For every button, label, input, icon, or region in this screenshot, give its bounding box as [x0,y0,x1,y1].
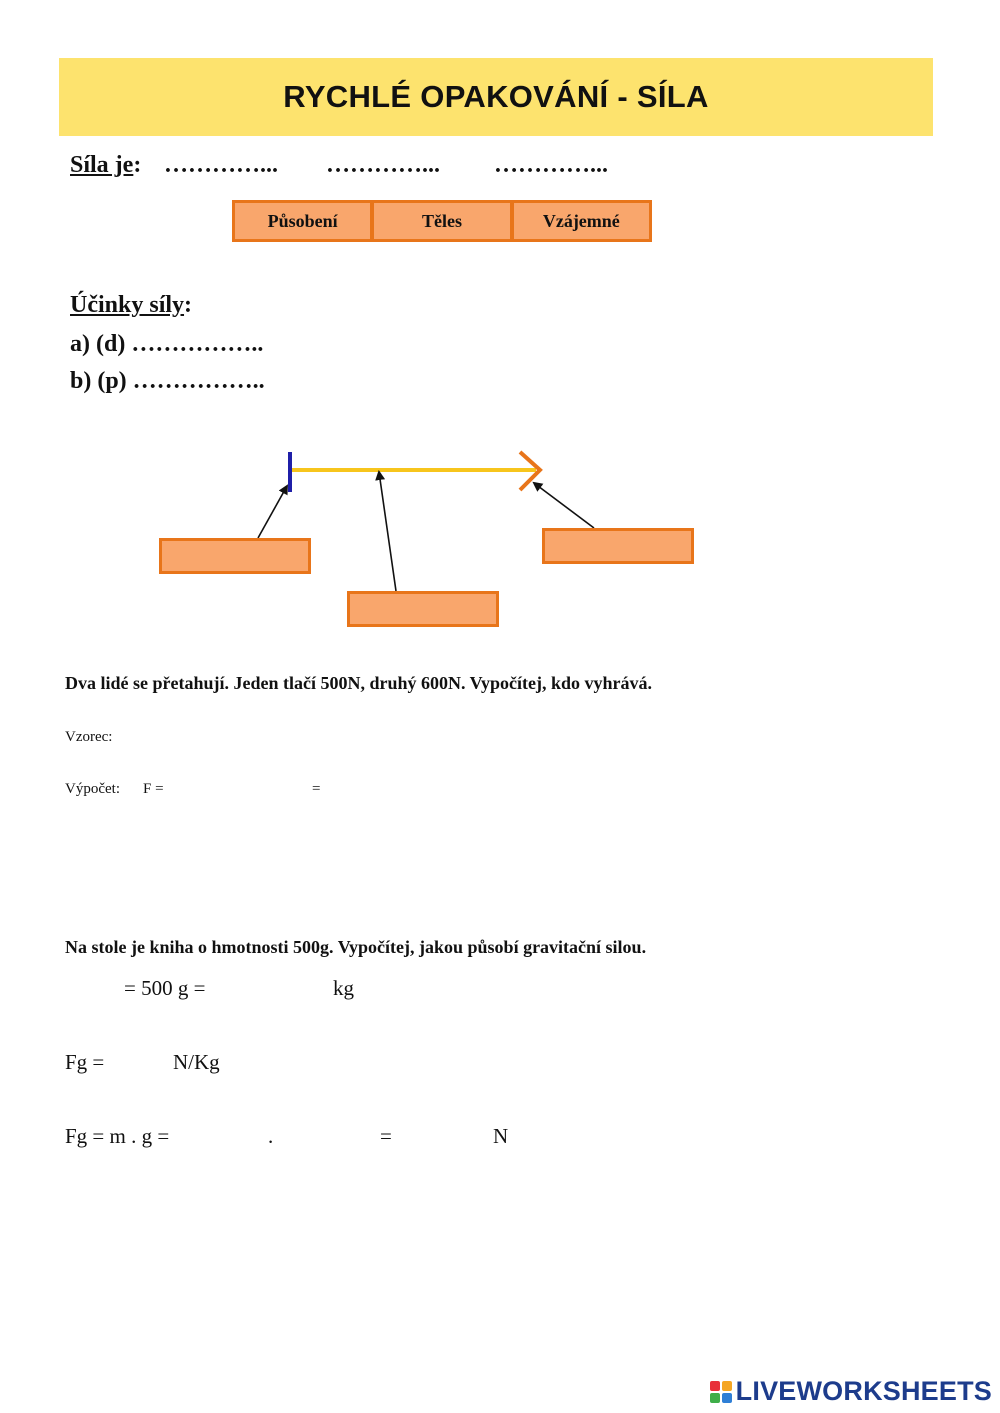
task2-g-unit: N/Kg [173,1050,220,1074]
logo-text: LIVEWORKSHEETS [735,1376,992,1406]
pointer-line [379,472,396,591]
answer-box-magnitude[interactable] [347,591,499,627]
task2-mass-unit: kg [333,976,354,1000]
task2-fg-label: Fg = [65,1050,105,1074]
definition-label [70,152,141,179]
task1-calc-equals: = [312,781,321,797]
title-banner [59,58,933,136]
task2-calc-left: Fg = m . g = [65,1124,170,1148]
logo-squares-icon [710,1381,732,1403]
definition-blank-3[interactable]: …………... [494,152,608,178]
effect-item-a[interactable]: a) (d) …………….. [70,331,264,357]
task2-calc-dot: . [268,1124,274,1148]
word-chip-vzajemne[interactable]: Vzájemné [514,203,649,239]
task1-question: Dva lidé se přetahují. Jeden tlačí 500N, druhý 600N. Vypočítej, kdo vyhrává. [65,673,653,693]
word-bank [232,200,652,242]
word-chip-teles[interactable]: Těles [374,203,509,239]
definition-label-text: Síla je [70,152,134,178]
task1-calc-f: F = [143,781,164,797]
effects-heading-text: Účinky síly [70,292,185,318]
task1-formula-label: Vzorec: [65,729,113,745]
page-title: RYCHLÉ OPAKOVÁNÍ - SÍLA [283,79,709,114]
task2-question: Na stole je kniha o hmotnosti 500g. Vypočítej, jakou působí gravitační silou. [65,937,647,957]
liveworksheets-logo [710,1376,992,1407]
pointer-start [258,486,287,538]
task2-calc-equals: = [380,1124,392,1148]
definition-blank-2[interactable]: …………... [326,152,440,178]
answer-box-start-point[interactable] [159,538,311,574]
task2-unit-n: N [493,1124,509,1148]
force-vector-diagram [0,440,1000,640]
definition-label-colon: : [133,152,142,178]
effect-item-b[interactable]: b) (p) …………….. [70,368,265,394]
pointer-arrowhead [534,483,594,528]
task2-mass-line: = 500 g = [124,976,206,1000]
word-chip-pusobeni[interactable]: Působení [235,203,370,239]
answer-box-direction[interactable] [542,528,694,564]
effects-heading [70,292,192,319]
effects-heading-colon: : [184,292,193,318]
task1-calc-label: Výpočet: [65,781,120,797]
definition-blank-1[interactable]: …………... [164,152,278,178]
